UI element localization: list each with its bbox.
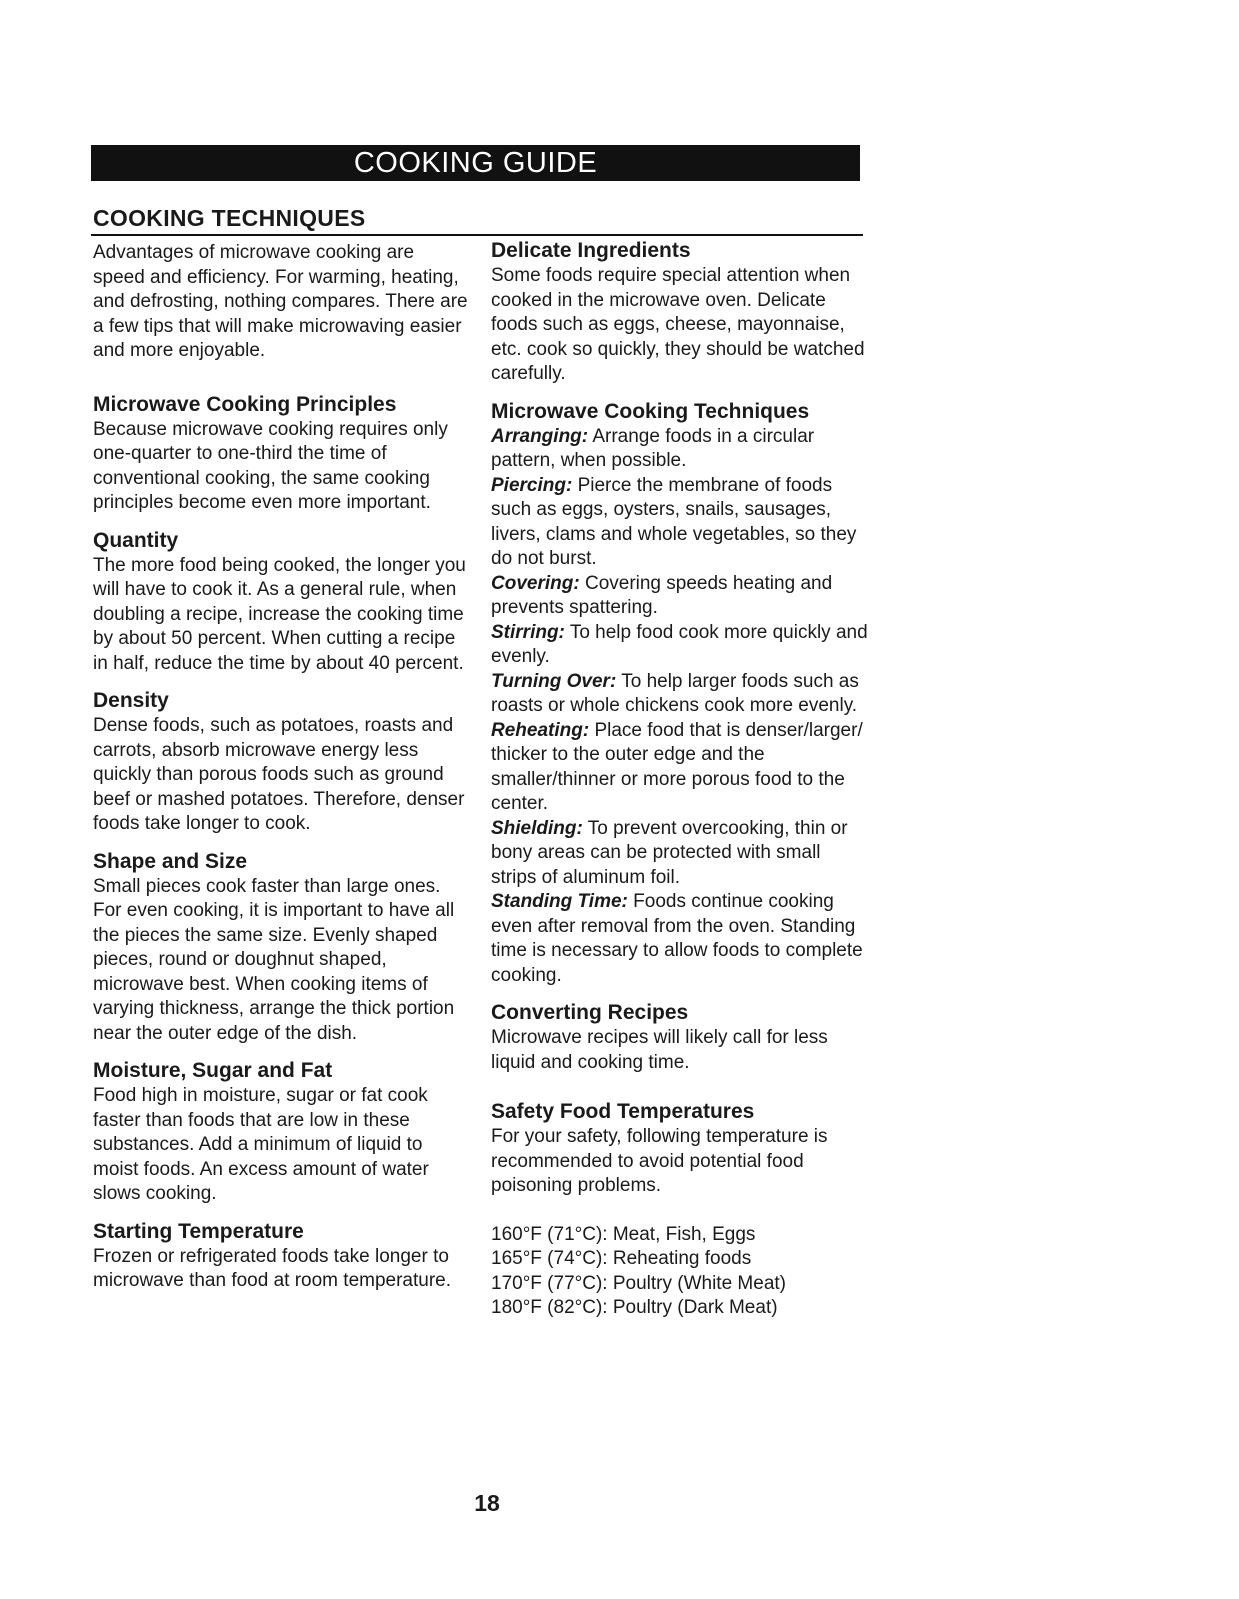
technique-text: To prevent overcooking, thin or bony areas can be protected with small strips of aluminum foil.: [491, 817, 848, 888]
delicate-section: [491, 238, 871, 387]
technique-item: [491, 817, 871, 891]
shape-size-text: Small pieces cook faster than large ones. For even cooking, it is important to have all the pieces the same size. Evenly shaped pieces, round or doughnut shaped, microwave best. When cooking items of varying thickness, arrange the thick portion near the outer edge of the dish.: [93, 875, 455, 1044]
technique-item: [491, 890, 871, 988]
moisture-text: Food high in moisture, sugar or fat cook faster than foods that are low in these substances. Add a minimum of liquid to moist foods. An excess amount of water slows cooking.: [93, 1085, 429, 1204]
technique-term: Reheating:: [491, 719, 590, 741]
technique-text: Pierce the membrane of foods such as eggs, oysters, snails, sausages, livers, clams and whole vegetables, so they do not burst.: [491, 474, 857, 569]
temperature-list: [491, 1223, 871, 1321]
converting-section: [491, 1000, 871, 1075]
starting-temperature-heading: Starting Temperature: [93, 1219, 304, 1243]
converting-text: Microwave recipes will likely call for less liquid and cooking time.: [491, 1027, 828, 1073]
principles-text: Because microwave cooking requires only one-quarter to one-third the time of conventional cooking, the same cooking principles become even more important.: [93, 418, 448, 513]
temperature-item: 165°F (74°C): Reheating foods: [491, 1248, 752, 1269]
moisture-section: [93, 1058, 468, 1207]
technique-term: Stirring:: [491, 621, 565, 643]
technique-item: [491, 719, 871, 817]
starting-temperature-section: [93, 1219, 468, 1294]
quantity-text: The more food being cooked, the longer you will have to cook it. As a general rule, when doubling a recipe, increase the cooking time by about 50 percent. When cutting a recipe in half, reduce the time by about 40 percent.: [93, 554, 466, 674]
technique-item: [491, 621, 871, 670]
delicate-text: Some foods require special attention when cooked in the microwave oven. Delicate foods such as eggs, cheese, mayonnaise, etc. cook so quickly, they should be watched carefully.: [491, 265, 865, 384]
technique-text: Place food that is denser/larger/ thicker to the outer edge and the smaller/thinner or more porous food to the center.: [491, 719, 863, 814]
cooking-guide-banner: COOKING GUIDE: [91, 145, 860, 181]
techniques-section: [491, 399, 871, 989]
section-title-rule: [91, 234, 863, 236]
temperature-item: 170°F (77°C): Poultry (White Meat): [491, 1272, 787, 1294]
delicate-heading: Delicate Ingredients: [491, 239, 691, 262]
quantity-heading: Quantity: [93, 528, 179, 552]
technique-text: To help food cook more quickly and evenly.: [491, 621, 868, 667]
technique-item: [491, 572, 871, 621]
page-number: 18: [474, 1490, 500, 1516]
principles-section: [93, 392, 468, 516]
safety-section: [491, 1099, 871, 1321]
safety-heading: Safety Food Temperatures: [491, 1100, 755, 1123]
technique-item: [491, 474, 871, 572]
density-text: Dense foods, such as potatoes, roasts and carrots, absorb microwave energy less quickly than porous foods such as ground beef or mashed potatoes. Therefore, denser foods take longer to cook.: [93, 715, 465, 834]
shape-size-heading: Shape and Size: [93, 849, 248, 873]
technique-text: To help larger foods such as roasts or whole chickens cook more evenly.: [491, 670, 859, 716]
technique-text: Covering speeds heating and prevents spattering.: [491, 572, 833, 618]
temperature-item: 160°F (71°C): Meat, Fish, Eggs: [491, 1223, 756, 1245]
moisture-heading: Moisture, Sugar and Fat: [93, 1059, 333, 1082]
quantity-section: [93, 528, 468, 677]
section-title: COOKING TECHNIQUES: [93, 205, 366, 231]
left-column: [93, 241, 468, 1294]
converting-heading: Converting Recipes: [491, 1001, 689, 1024]
density-section: [93, 688, 468, 837]
safety-text: For your safety, following temperature is recommended to avoid potential food poisoning problems.: [491, 1126, 828, 1196]
technique-text: Arrange foods in a circular pattern, when possible.: [491, 425, 815, 471]
shape-size-section: [93, 849, 468, 1047]
technique-item: [491, 670, 871, 719]
technique-term: Turning Over:: [491, 670, 617, 692]
technique-term: Piercing:: [491, 474, 573, 496]
technique-term: Covering:: [491, 572, 580, 594]
temperature-item: 180°F (82°C): Poultry (Dark Meat): [491, 1297, 778, 1318]
right-column: [491, 238, 871, 1321]
techniques-heading: Microwave Cooking Techniques: [491, 399, 810, 423]
technique-term: Shielding:: [491, 817, 583, 839]
technique-text: Foods continue cooking even after removal from the oven. Standing time is necessary to allow foods to complete cooking.: [491, 891, 863, 986]
principles-heading: Microwave Cooking Principles: [93, 392, 397, 416]
starting-temperature-text: Frozen or refrigerated foods take longer to microwave than food at room temperature.: [93, 1245, 452, 1291]
density-heading: Density: [93, 689, 169, 712]
technique-term: Arranging:: [491, 425, 589, 447]
intro-paragraph: Advantages of microwave cooking are speed and efficiency. For warming, heating, and defrosting, nothing compares. There are a few tips that will make microwaving easier and more enjoyable.: [93, 242, 468, 361]
technique-term: Standing Time:: [491, 891, 628, 912]
technique-item: [491, 425, 871, 474]
